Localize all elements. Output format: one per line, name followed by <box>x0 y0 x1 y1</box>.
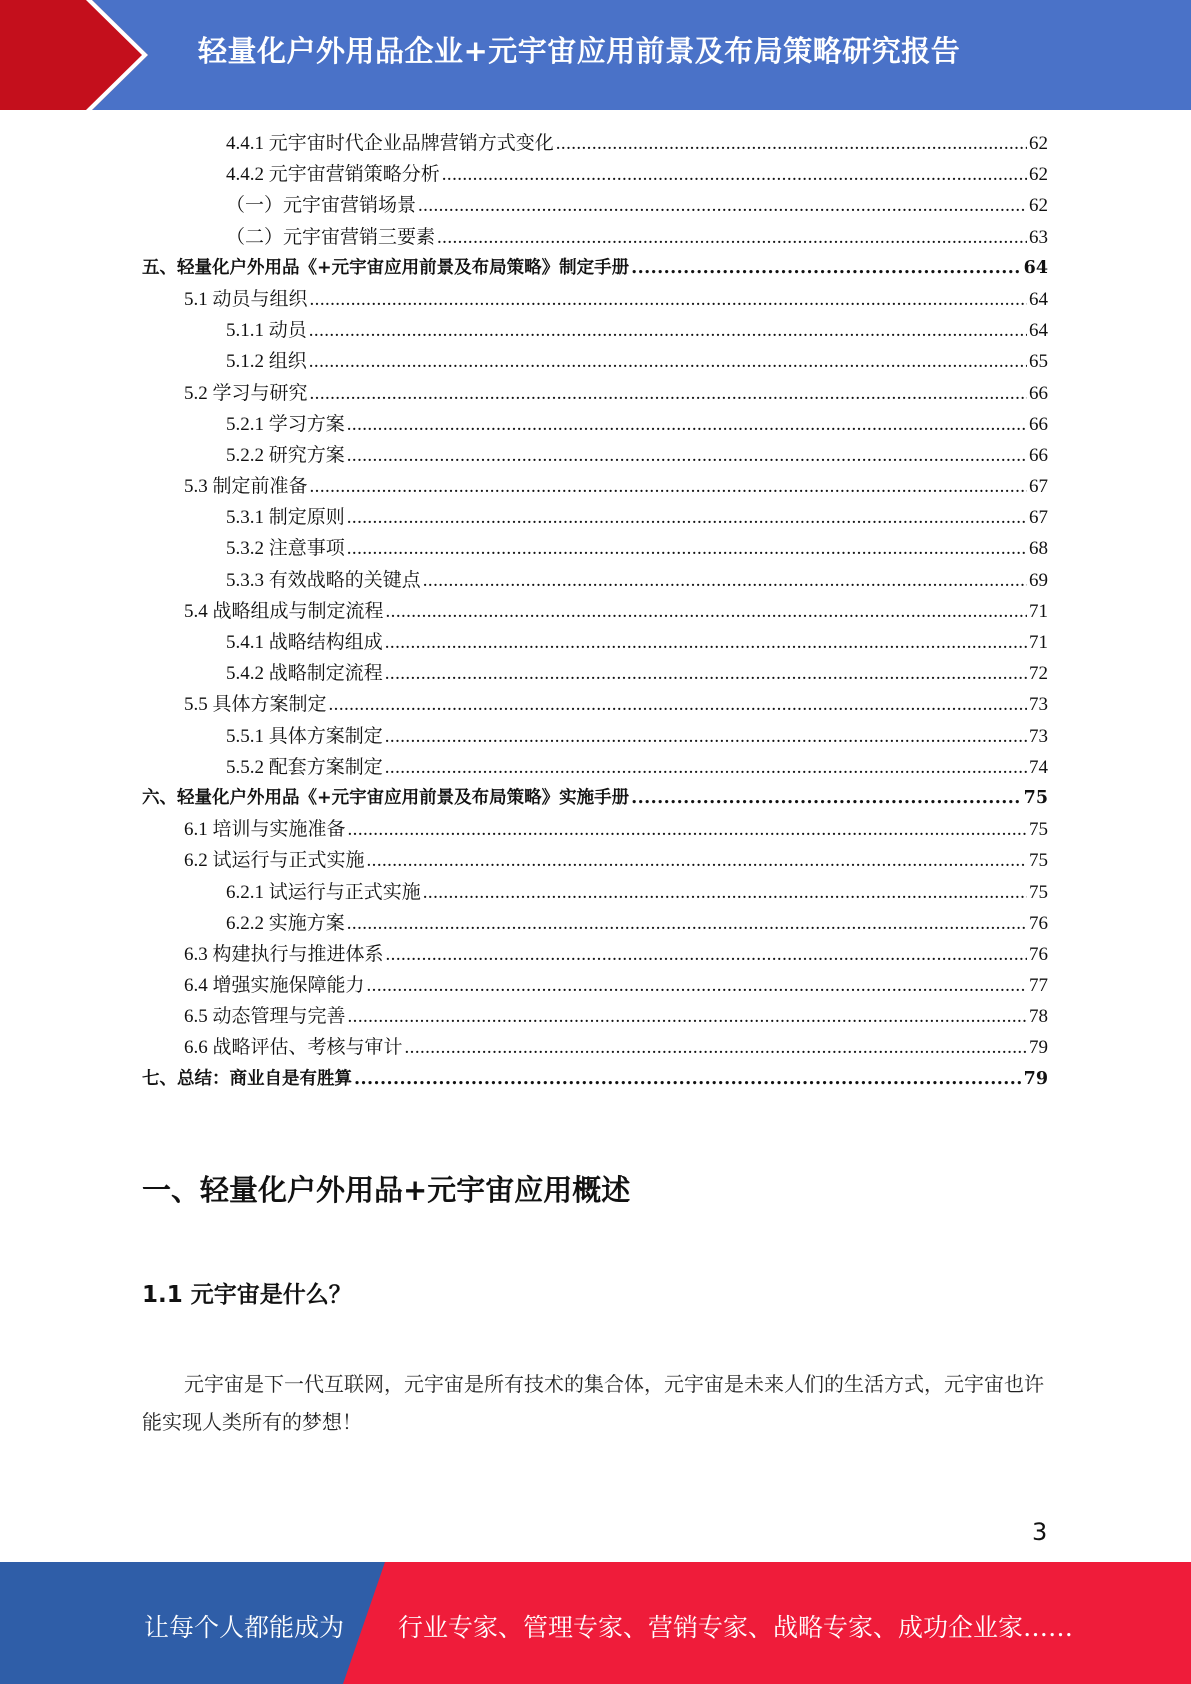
toc-entry-page: 62 <box>1029 164 1048 186</box>
toc-entry-page: 75 <box>1029 819 1048 841</box>
footer-slogan-right: 行业专家、管理专家、营销专家、战略专家、成功企业家…… <box>398 1613 1074 1642</box>
toc-entry-label: 5.3 制定前准备 <box>184 476 308 498</box>
toc-entry-page: 72 <box>1029 663 1048 685</box>
toc-dot-leader <box>442 159 1027 190</box>
toc-dot-leader <box>437 222 1027 253</box>
toc-entry[interactable] <box>142 1064 1048 1095</box>
toc-dot-leader <box>310 284 1027 315</box>
toc-dot-leader <box>367 845 1027 876</box>
toc-dot-leader <box>347 908 1027 939</box>
toc-entry-page: 73 <box>1029 725 1048 747</box>
toc-entry-page: 66 <box>1029 413 1048 435</box>
toc-dot-leader <box>309 346 1027 377</box>
toc-entry-label: 4.4.2 元宇宙营销策略分析 <box>226 164 440 186</box>
toc-entry[interactable] <box>142 222 1048 253</box>
toc-entry-page: 71 <box>1029 632 1048 653</box>
toc-entry-page: 73 <box>1029 694 1048 716</box>
toc-entry-page: 64 <box>1029 320 1048 342</box>
toc-dot-leader <box>347 409 1027 440</box>
toc-dot-leader <box>631 783 1021 814</box>
toc-entry-page: 79 <box>1029 1037 1048 1059</box>
toc-entry-page: 71 <box>1029 600 1048 622</box>
toc-entry[interactable] <box>142 253 1048 284</box>
toc-entry-page: 66 <box>1029 382 1048 404</box>
toc-entry[interactable] <box>142 284 1048 315</box>
page-number: 3 <box>1032 1518 1048 1546</box>
toc-entry[interactable] <box>142 721 1048 752</box>
toc-entry-label: 六、轻量化户外用品《+元宇宙应用前景及布局策略》实施手册 <box>142 787 630 808</box>
toc-entry[interactable] <box>142 159 1048 190</box>
toc-entry[interactable] <box>142 814 1048 845</box>
toc-entry[interactable] <box>142 877 1048 908</box>
toc-entry-label: 6.2.1 试运行与正式实施 <box>226 881 421 903</box>
toc-entry-page: 76 <box>1029 912 1048 934</box>
toc-entry-page: 64 <box>1029 288 1048 310</box>
toc-entry-label: 七、总结：商业自是有胜算 <box>142 1068 352 1089</box>
toc-dot-leader <box>423 877 1027 908</box>
toc-dot-leader <box>418 190 1027 221</box>
toc-entry[interactable] <box>142 845 1048 876</box>
toc-entry-label: 6.2.2 实施方案 <box>226 912 345 934</box>
toc-dot-leader <box>405 1032 1027 1063</box>
toc-dot-leader <box>329 689 1027 720</box>
toc-entry-label: 5.3.2 注意事项 <box>226 538 345 560</box>
toc-entry[interactable] <box>142 596 1048 627</box>
toc-entry-label: 6.1 培训与实施准备 <box>184 819 346 841</box>
toc-entry-label: 6.3 构建执行与推进体系 <box>184 943 384 965</box>
toc-dot-leader <box>309 315 1027 346</box>
toc-entry[interactable] <box>142 783 1048 814</box>
toc-entry-page: 76 <box>1029 943 1048 965</box>
toc-entry[interactable] <box>142 378 1048 409</box>
toc-dot-leader <box>385 752 1027 783</box>
toc-entry-page: 64 <box>1023 257 1048 278</box>
toc-entry-page: 74 <box>1029 756 1048 778</box>
toc-entry-page: 66 <box>1029 444 1048 466</box>
toc-entry-label: 5.4.1 战略结构组成 <box>226 632 383 653</box>
toc-dot-leader <box>386 939 1027 970</box>
toc-entry-page: 62 <box>1029 195 1048 217</box>
toc-entry-label: 5.2 学习与研究 <box>184 382 308 404</box>
footer-slogan-left: 让每个人都能成为 <box>144 1613 345 1642</box>
toc-entry-page: 63 <box>1029 226 1048 248</box>
toc-entry-label: 6.5 动态管理与完善 <box>184 1006 346 1028</box>
toc-entry-label: 五、轻量化户外用品《+元宇宙应用前景及布局策略》制定手册 <box>142 257 630 278</box>
toc-dot-leader <box>354 1064 1022 1095</box>
toc-entry-page: 65 <box>1029 351 1048 373</box>
toc-entry-label: 5.1.2 组织 <box>226 351 307 373</box>
toc-entry-label: 6.2 试运行与正式实施 <box>184 850 365 872</box>
toc-entry[interactable] <box>142 908 1048 939</box>
toc-entry-page: 69 <box>1029 569 1048 591</box>
toc-dot-leader <box>347 533 1027 564</box>
toc-dot-leader <box>310 378 1027 409</box>
table-of-contents <box>142 128 1048 1095</box>
toc-entry-label: 5.1 动员与组织 <box>184 288 308 310</box>
toc-entry[interactable] <box>142 533 1048 564</box>
toc-dot-leader <box>556 128 1027 159</box>
toc-entry-label: 5.3.3 有效战略的关键点 <box>226 569 421 591</box>
toc-entry[interactable] <box>142 190 1048 221</box>
toc-entry[interactable] <box>142 565 1048 596</box>
toc-entry-label: 5.4 战略组成与制定流程 <box>184 600 384 622</box>
toc-entry[interactable] <box>142 689 1048 720</box>
toc-entry[interactable] <box>142 409 1048 440</box>
toc-entry[interactable] <box>142 315 1048 346</box>
toc-entry[interactable] <box>142 128 1048 159</box>
report-title: 轻量化户外用品企业+元宇宙应用前景及布局策略研究报告 <box>198 34 961 68</box>
page-header <box>0 0 1191 110</box>
toc-dot-leader <box>310 471 1027 502</box>
toc-dot-leader <box>348 814 1027 845</box>
toc-entry-label: 5.5.2 配套方案制定 <box>226 756 383 778</box>
subsection-heading: 1.1 元宇宙是什么？ <box>142 1282 352 1308</box>
toc-dot-leader <box>347 440 1027 471</box>
toc-entry-label: 6.6 战略评估、考核与审计 <box>184 1037 403 1059</box>
toc-dot-leader <box>631 253 1021 284</box>
toc-entry[interactable] <box>142 346 1048 377</box>
toc-dot-leader <box>347 502 1027 533</box>
toc-dot-leader <box>385 627 1027 658</box>
toc-entry-page: 77 <box>1029 975 1048 997</box>
toc-entry[interactable] <box>142 658 1048 689</box>
toc-entry-label: 4.4.1 元宇宙时代企业品牌营销方式变化 <box>226 133 554 154</box>
toc-dot-leader <box>423 565 1027 596</box>
toc-entry[interactable] <box>142 440 1048 471</box>
toc-entry-page: 79 <box>1023 1068 1048 1089</box>
toc-dot-leader <box>348 1001 1027 1032</box>
toc-entry-label: 5.5 具体方案制定 <box>184 694 327 716</box>
header-red-arrow-inner <box>0 0 150 110</box>
toc-dot-leader <box>385 658 1027 689</box>
toc-dot-leader <box>386 596 1027 627</box>
toc-entry-page: 62 <box>1029 133 1048 154</box>
toc-entry[interactable] <box>142 627 1048 658</box>
body-paragraph: 元宇宙是下一代互联网，元宇宙是所有技术的集合体，元宇宙是未来人们的生活方式，元宇宙也许能实现人类所有的梦想！ <box>142 1374 1044 1434</box>
toc-dot-leader <box>367 970 1027 1001</box>
toc-entry-page: 75 <box>1029 881 1048 903</box>
toc-dot-leader <box>385 721 1027 752</box>
toc-entry[interactable] <box>142 752 1048 783</box>
toc-entry[interactable] <box>142 1001 1048 1032</box>
toc-entry-label: 5.3.1 制定原则 <box>226 507 345 529</box>
toc-entry-page: 67 <box>1029 476 1048 498</box>
toc-entry[interactable] <box>142 471 1048 502</box>
toc-entry-label: （二）元宇宙营销三要素 <box>226 226 436 248</box>
toc-entry-label: 5.2.1 学习方案 <box>226 413 345 435</box>
toc-entry-page: 67 <box>1029 507 1048 529</box>
toc-entry-page: 78 <box>1029 1006 1048 1028</box>
section-heading: 一、轻量化户外用品+元宇宙应用概述 <box>142 1173 631 1207</box>
toc-entry-label: 5.1.1 动员 <box>226 320 307 342</box>
toc-entry-label: 6.4 增强实施保障能力 <box>184 975 365 997</box>
toc-entry[interactable] <box>142 1032 1048 1063</box>
toc-entry-page: 75 <box>1029 850 1048 872</box>
toc-entry[interactable] <box>142 502 1048 533</box>
page-footer <box>0 1562 1191 1684</box>
toc-entry[interactable] <box>142 939 1048 970</box>
toc-entry-page: 75 <box>1023 787 1048 808</box>
toc-entry-label: 5.2.2 研究方案 <box>226 444 345 466</box>
toc-entry-label: 5.5.1 具体方案制定 <box>226 725 383 747</box>
toc-entry-label: （一）元宇宙营销场景 <box>226 195 417 217</box>
toc-entry-label: 5.4.2 战略制定流程 <box>226 663 383 685</box>
toc-entry[interactable] <box>142 970 1048 1001</box>
toc-entry-page: 68 <box>1029 538 1048 560</box>
